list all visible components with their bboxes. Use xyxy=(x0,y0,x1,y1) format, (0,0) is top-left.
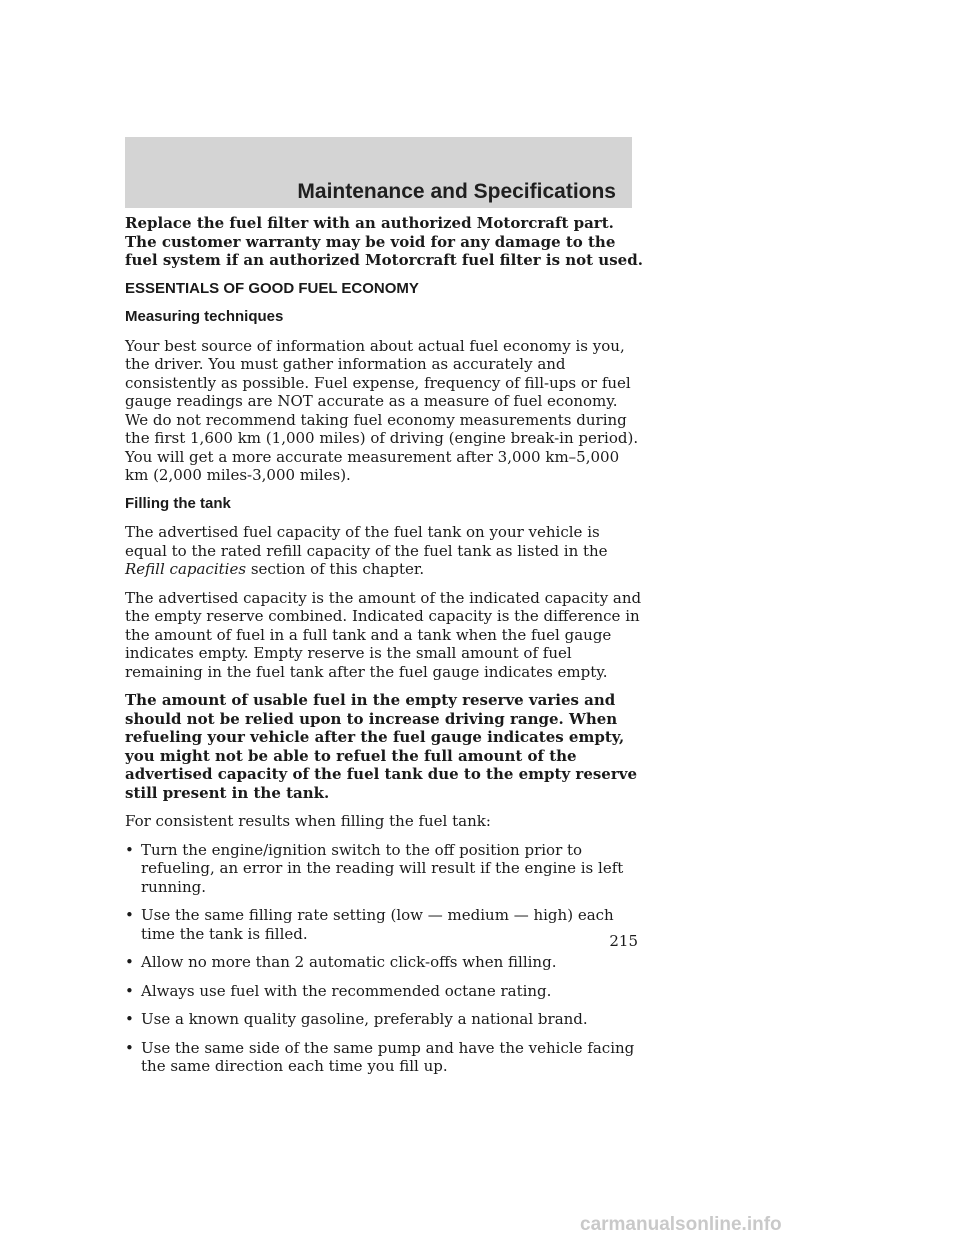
list-item xyxy=(125,841,645,897)
list-item-text: Use the same side of the same pump and have the vehicle facing the same direction each time you fill up. xyxy=(141,1038,635,1075)
bullet-icon: • xyxy=(125,840,134,859)
list-item-text: Turn the engine/ignition switch to the off position prior to refueling, an error in the reading will result if the engine is left running. xyxy=(141,840,624,896)
bullet-icon: • xyxy=(125,1038,134,1057)
bullet-icon: • xyxy=(125,1010,134,1028)
filling-paragraph-2: The advertised capacity is the amount of the indicated capacity and the empty reserve combined. Indicated capacity is the difference in the amount of fuel in a full tank and a tank when the fuel gauge indicates empty. Empty reserve is the small amount of fuel remaining in the fuel tank after the fuel gauge indicates empty. xyxy=(125,588,642,681)
warning-paragraph: Replace the fuel filter with an authorized Motorcraft part. The customer warranty may be void for any damage to the fuel system if an authorized Motorcraft fuel filter is not used. xyxy=(125,214,643,269)
list-item xyxy=(125,1010,645,1029)
section-heading: ESSENTIALS OF GOOD FUEL ECONOMY xyxy=(125,279,419,297)
page-number: 215 xyxy=(609,932,638,950)
refill-capacities-reference: Refill capacities xyxy=(125,560,247,578)
filling-paragraph-4: For consistent results when filling the fuel tank: xyxy=(125,812,491,830)
list-item-text: Use the same filling rate setting (low — medium — high) each time the tank is filled. xyxy=(141,906,614,943)
filling-heading: Filling the tank xyxy=(125,494,231,512)
list-item xyxy=(125,982,645,1001)
list-item xyxy=(125,1039,645,1076)
bullet-icon: • xyxy=(125,906,134,924)
list-item xyxy=(125,953,645,972)
list-item-text: Use a known quality gasoline, preferably a national brand. xyxy=(141,1010,588,1028)
reserve-warning-paragraph: The amount of usable fuel in the empty reserve varies and should not be relied upon to increase driving range. When refueling your vehicle after the fuel gauge indicates empty, you might not be able to refuel the full amount of the advertised capacity of the fuel tank due to the empty reserve still present in the tank. xyxy=(125,691,638,802)
list-item xyxy=(125,906,645,943)
header-band xyxy=(125,137,632,208)
bullet-icon: • xyxy=(125,953,134,971)
section-title: Maintenance and Specifications xyxy=(297,180,616,203)
filling-paragraph-1 xyxy=(125,523,645,579)
filling-p1-tail: section of this chapter. xyxy=(250,560,425,578)
filling-p1-text: The advertised fuel capacity of the fuel tank on your vehicle is equal to the rated refill capacity of the fuel tank as listed in the xyxy=(125,523,608,560)
watermark-text: carmanualsonline.info xyxy=(580,1214,782,1235)
bullet-icon: • xyxy=(125,981,134,1000)
measuring-paragraph: Your best source of information about actual fuel economy is you, the driver. You must gather information as accurately and consistently as possible. Fuel expense, frequency of fill-ups or fuel gauge readings are NOT accurate as a measure of fuel economy. We do not recommend taking fuel economy measurements during the first 1,600 km (1,000 miles) of driving (engine break-in period). You will get a more accurate measurement after 3,000 km–5,000 km (2,000 miles-3,000 miles). xyxy=(125,336,639,484)
list-item-text: Allow no more than 2 automatic click-offs when filling. xyxy=(141,953,557,971)
list-item-text: Always use fuel with the recommended octane rating. xyxy=(141,981,552,1000)
filling-tips-list xyxy=(125,841,645,1076)
measuring-heading: Measuring techniques xyxy=(125,308,284,325)
page-content xyxy=(125,214,645,1086)
